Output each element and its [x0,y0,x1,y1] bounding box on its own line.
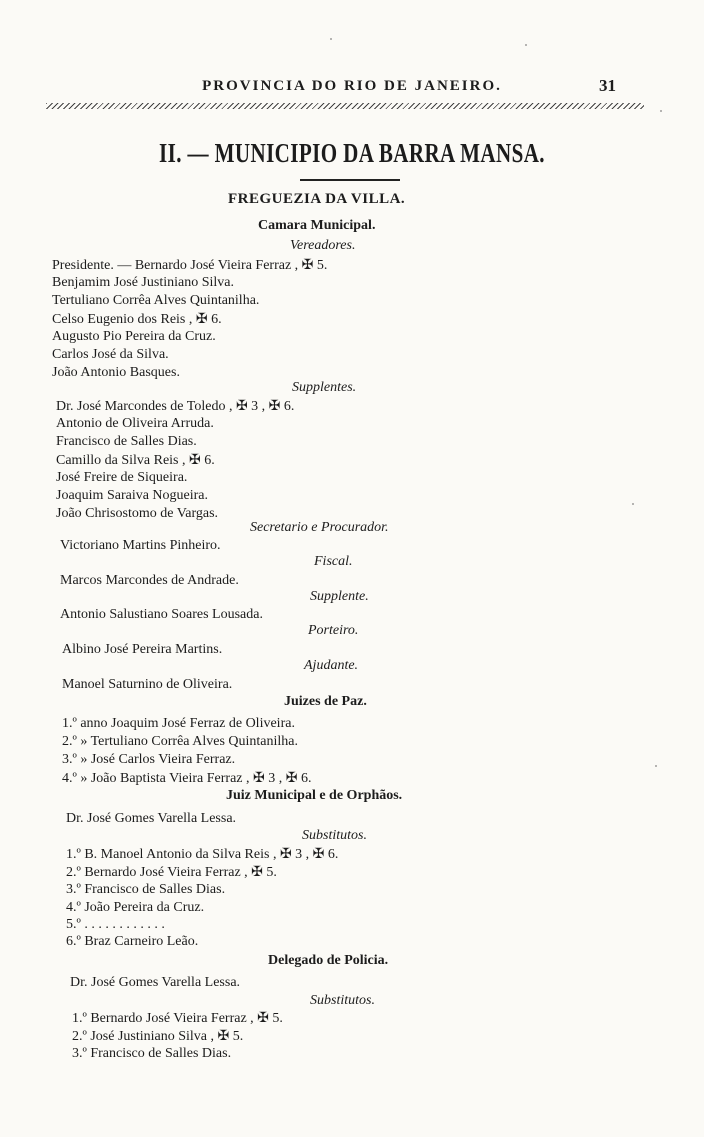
vereadores-label: Vereadores. [290,238,356,253]
supplente-line: Dr. José Marcondes de Toledo , ✠ 3 , ✠ 6. [56,399,295,414]
ink-speck [330,38,332,40]
fiscal-name: Marcos Marcondes de Andrade. [60,573,239,588]
juiz-substituto-line: 2.º Bernardo José Vieira Ferraz , ✠ 5. [66,865,277,880]
fiscal-label: Fiscal. [314,554,353,569]
ink-speck [655,765,657,767]
delegado-substituto-line: 1.º Bernardo José Vieira Ferraz , ✠ 5. [72,1011,283,1026]
juiz-substitutos-label: Substitutos. [302,828,367,843]
title-rule [300,179,400,181]
juiz-substituto-line: 4.º João Pereira da Cruz. [66,900,205,915]
supplente-line: José Freire de Siqueira. [56,470,188,485]
supplentes-label: Supplentes. [292,380,357,395]
vereador-line: Presidente. — Bernardo José Vieira Ferraz , ✠ 5. [52,258,328,273]
juiz-municipal-heading: Juiz Municipal e de Orphãos. [226,788,403,803]
supplente-line: Antonio de Oliveira Arruda. [56,416,214,431]
supplente-label: Supplente. [310,589,369,604]
delegado-substitutos-label: Substitutos. [310,993,375,1008]
running-head: PROVINCIA DO RIO DE JANEIRO. [202,78,502,94]
juiz-paz-line: 3.º » José Carlos Vieira Ferraz. [62,752,236,767]
delegado-substituto-line: 3.º Francisco de Salles Dias. [72,1046,232,1061]
ajudante-name: Manoel Saturnino de Oliveira. [62,677,233,692]
porteiro-label: Porteiro. [308,623,359,638]
chapter-title: II. — MUNICIPIO DA BARRA MANSA. [159,138,545,168]
juiz-paz-line: 2.º » Tertuliano Corrêa Alves Quintanilha. [62,734,298,749]
juizes-paz-heading: Juizes de Paz. [284,694,367,709]
juiz-substituto-line: 5.º . . . . . . . . . . . . [66,917,165,932]
ornamental-rule [46,103,644,109]
ink-speck [525,44,527,46]
parish-title: FREGUEZIA DA VILLA. [228,191,406,207]
camara-heading: Camara Municipal. [258,218,376,233]
supplente-line: Joaquim Saraiva Nogueira. [56,488,209,503]
vereador-line: Carlos José da Silva. [52,347,169,362]
delegado-name: Dr. José Gomes Varella Lessa. [70,975,241,990]
vereador-line: Tertuliano Corrêa Alves Quintanilha. [52,293,260,308]
vereador-line: Benjamim José Justiniano Silva. [52,275,234,290]
delegado-heading: Delegado de Policia. [268,953,389,968]
vereador-line: João Antonio Basques. [52,365,180,380]
juiz-substituto-line: 6.º Braz Carneiro Leão. [66,934,199,949]
juiz-substituto-line: 3.º Francisco de Salles Dias. [66,882,226,897]
secretario-name: Victoriano Martins Pinheiro. [60,538,221,553]
ink-speck [660,110,662,112]
juiz-paz-line: 4.º » João Baptista Vieira Ferraz , ✠ 3 , ✠ 6. [62,771,312,786]
juiz-paz-line: 1.º anno Joaquim José Ferraz de Oliveira. [62,716,295,731]
supplente-line: Camillo da Silva Reis , ✠ 6. [56,453,215,468]
secretario-label: Secretario e Procurador. [250,520,389,535]
ink-speck [632,503,634,505]
vereador-line: Celso Eugenio dos Reis , ✠ 6. [52,312,222,327]
juiz-municipal-name: Dr. José Gomes Varella Lessa. [66,811,237,826]
supplente-line: Francisco de Salles Dias. [56,434,197,449]
page-number: 31 [599,76,616,95]
porteiro-name: Albino José Pereira Martins. [62,642,223,657]
vereador-line: Augusto Pio Pereira da Cruz. [52,329,216,344]
juiz-substituto-line: 1.º B. Manoel Antonio da Silva Reis , ✠ 3 , ✠ 6. [66,847,339,862]
supplente-name: Antonio Salustiano Soares Lousada. [60,607,263,622]
supplente-line: João Chrisostomo de Vargas. [56,506,219,521]
delegado-substituto-line: 2.º José Justiniano Silva , ✠ 5. [72,1029,244,1044]
ajudante-label: Ajudante. [304,658,359,673]
